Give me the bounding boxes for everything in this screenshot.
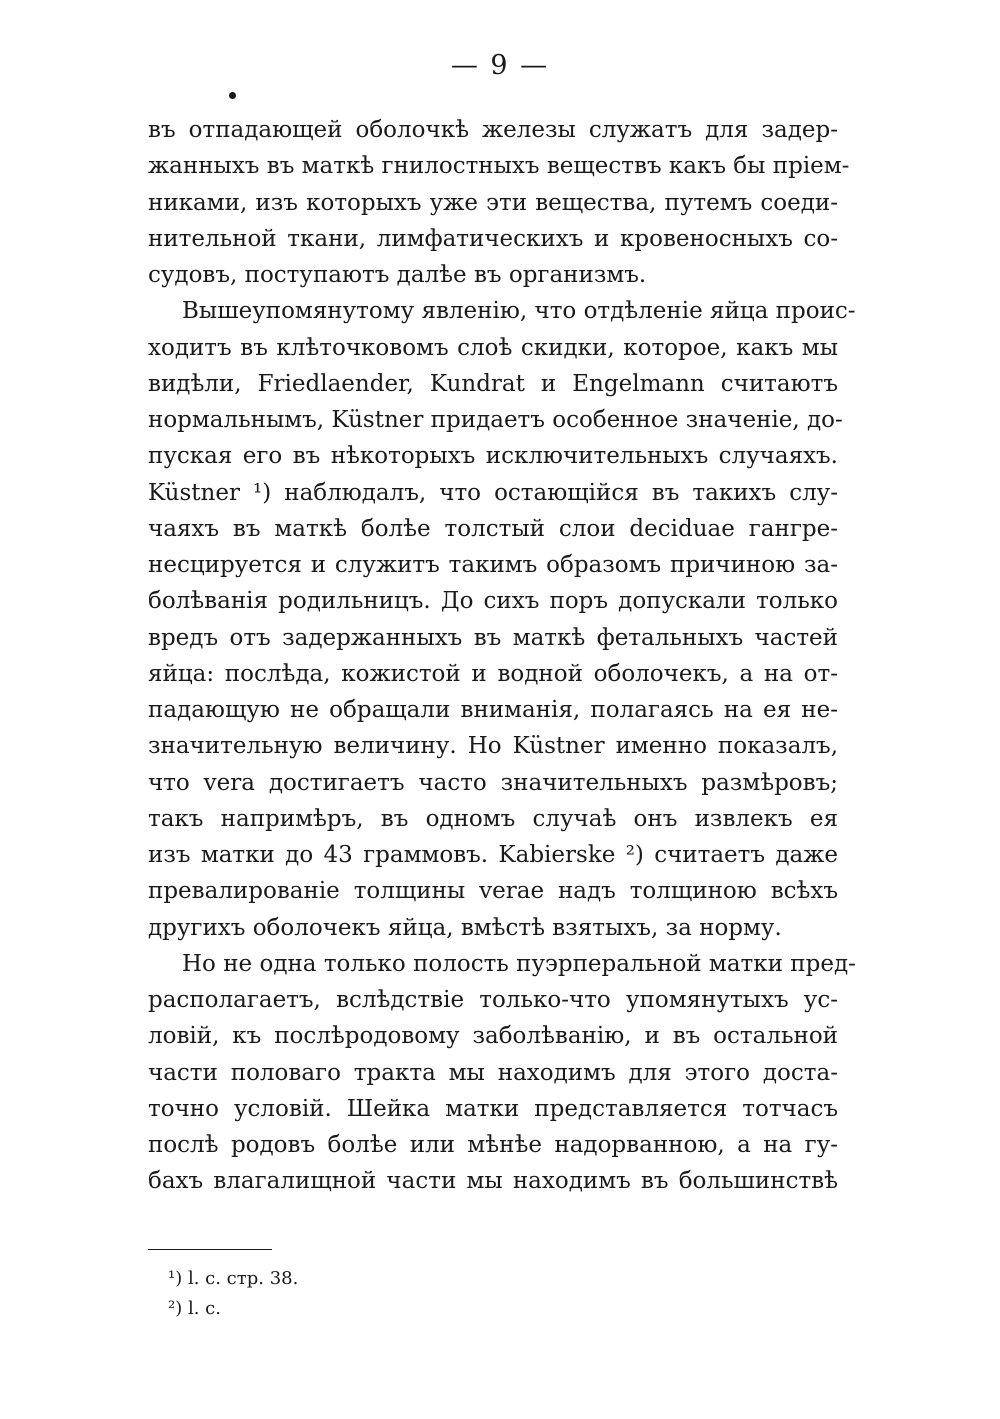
stray-ink-dot xyxy=(229,92,236,99)
footnote-2: ²) l. c. xyxy=(168,1298,221,1319)
text-line: въ отпадающей оболочкѣ железы служатъ для задер- xyxy=(148,117,838,143)
text-line: значительную величину. Но Küstner именно показалъ, xyxy=(148,733,838,760)
text-line: ловій, къ послѣродовому заболѣванію, и въ остальной xyxy=(148,1023,838,1050)
text-line: Küstner ¹) наблюдалъ, что остающійся въ такихъ слу- xyxy=(148,479,838,506)
text-line: жанныхъ въ маткѣ гнилостныхъ веществъ какъ бы пріем- xyxy=(148,153,850,180)
text-line: никами, изъ которыхъ уже эти вещества, путемъ соеди- xyxy=(148,189,838,216)
text-line: что vera достигаетъ часто значительныхъ размѣровъ; xyxy=(148,769,838,796)
text-line: другихъ оболочекъ яйца, вмѣстѣ взятыхъ, за норму. xyxy=(148,914,782,941)
paragraph-start-line: Вышеупомянутому явленію, что отдѣленіе яйца проис- xyxy=(182,298,856,325)
text-line: точно условій. Шейка матки представляется тотчасъ xyxy=(148,1095,838,1122)
page-number: — 9 — xyxy=(450,50,550,81)
text-line: нительной ткани, лимфатическихъ и кровеносныхъ со- xyxy=(148,225,838,252)
text-line: несцируется и служитъ такимъ образомъ причиною за- xyxy=(148,552,838,578)
footnotes xyxy=(168,1264,568,1324)
text-line: располагаетъ, вслѣдствіе только-что упомянутыхъ ус- xyxy=(148,987,838,1013)
text-line: такъ напримѣръ, въ одномъ случаѣ онъ извлекъ ея xyxy=(148,805,838,832)
text-line: вредъ отъ задержанныхъ въ маткѣ фетальныхъ частей xyxy=(148,624,838,651)
text-line: части половаго тракта мы находимъ для этого доста- xyxy=(148,1059,838,1086)
footnote-1: ¹) l. c. стр. 38. xyxy=(168,1268,299,1289)
text-line: послѣ родовъ болѣе или мѣнѣе надорванною, а на гу- xyxy=(148,1132,838,1158)
text-line: видѣли, Friedlaender, Kundrat и Engelmann считаютъ xyxy=(148,370,838,397)
text-line: чаяхъ въ маткѣ болѣе толстый слои deciduae гангре- xyxy=(148,515,838,542)
footnote-divider xyxy=(148,1249,272,1250)
text-line: бахъ влагалищной части мы находимъ въ большинствѣ xyxy=(148,1168,838,1195)
text-line: падающую не обращали вниманія, полагаясь на ея не- xyxy=(148,697,838,723)
text-line: пуская его въ нѣкоторыхъ исключительныхъ случаяхъ. xyxy=(148,443,838,470)
paragraph-start-line: Но не одна только полость пуэрперальной матки пред- xyxy=(182,950,856,977)
text-line: яйца: послѣда, кожистой и водной оболочекъ, а на от- xyxy=(148,660,838,687)
text-line: болѣванія родильницъ. До сихъ поръ допускали только xyxy=(148,588,838,615)
text-line: превалированіе толщины verae надъ толщиною всѣхъ xyxy=(148,878,838,905)
text-line: ходитъ въ клѣточковомъ слоѣ скидки, которое, какъ мы xyxy=(148,334,838,361)
body-text xyxy=(148,112,856,1200)
text-line: судовъ, поступаютъ далѣе въ организмъ. xyxy=(148,262,647,288)
text-line: нормальнымъ, Küstner придаетъ особенное значеніе, до- xyxy=(148,407,843,433)
text-line: изъ матки до 43 граммовъ. Kabierske ²) считаетъ даже xyxy=(148,842,838,868)
